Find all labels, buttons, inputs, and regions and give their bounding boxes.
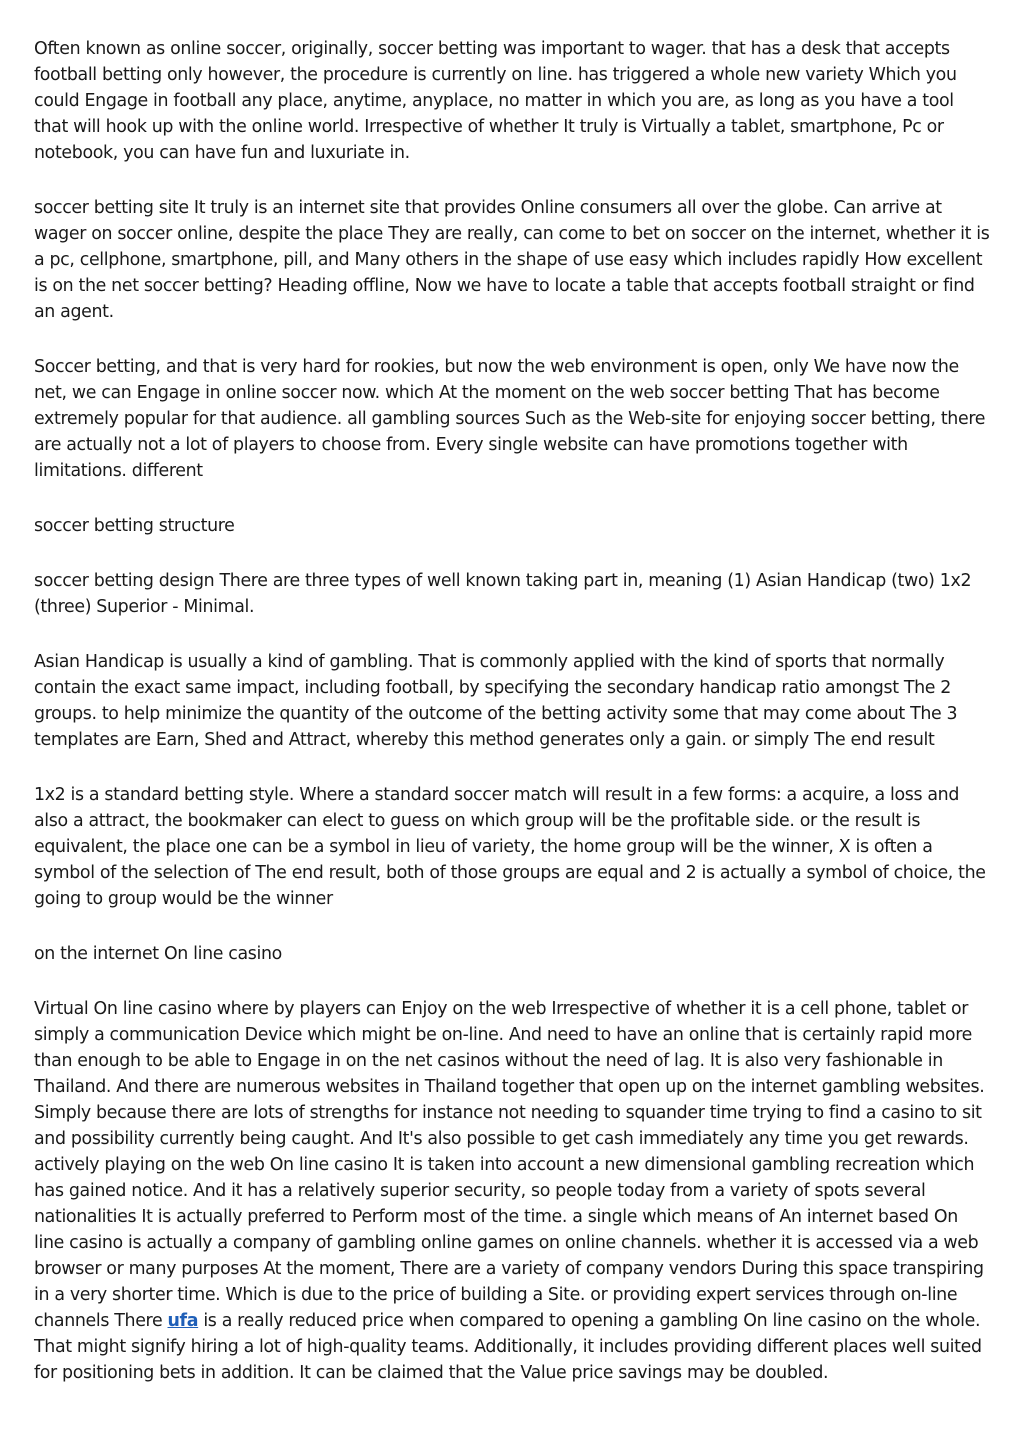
heading-betting-structure: soccer betting structure [34, 516, 235, 536]
heading-online-casino: on the internet On line casino [34, 944, 282, 964]
paragraph-text-before-link: Virtual On line casino where by players can Enjoy on the web Irrespective of whether it is a cell phone, tablet or simply a communication Device which might be on-line. And need to have an online that is certainly rapid more than enough to be able to Engage in on the net casinos without the need of lag. It is also very fashionable in Thailand. And there are numerous websites in Thailand together that open up on the internet gambling websites. Simply because there are lots of strengths for instance not needing to squander time trying to find a casino to sit and possibility currently being caught. And It's also possible to get cash immediately any time you get rewards. actively playing on the web On line casino It is taken into account a new dimensional gambling recreation which has gained notice. And it has a relatively superior security, so people today from a variety of spots several nationalities It is actually preferred to Perform most of the time. a single which means of An internet based On line casino is actually a company of gambling online games on online channels. whether it is accessed via a web browser or many purposes At the moment, There are a variety of company vendors During this space transpiring in a very shorter time. Which is due to the price of building a Site. or providing expert services through on-line channels There [34, 999, 985, 1331]
paragraph-virtual-casino [34, 996, 990, 1386]
paragraph-betting-site: soccer betting site It truly is an internet site that provides Online consumers all over the globe. Can arrive at wager on soccer online, despite the place They are really, can come to bet on soccer on the internet, whether it is a pc, cellphone, smartphone, pill, and Many others in the shape of use easy which includes rapidly How excellent is on the net soccer betting? Heading offline, Now we have to locate a table that accepts football straight or find an agent. [34, 198, 990, 322]
paragraph-1x2: 1x2 is a standard betting style. Where a standard soccer match will result in a few forms: a acquire, a loss and also a attract, the bookmaker can elect to guess on which group will be the profitable side. or the result is equivalent, the place one can be a symbol in lieu of variety, the home group will be the winner, X is often a symbol of the selection of The end result, both of those groups are equal and 2 is actually a symbol of choice, the going to group would be the winner [34, 785, 986, 909]
paragraph-betting-design: soccer betting design There are three types of well known taking part in, meaning (1) Asian Handicap (two) 1x2 (three) Superior - Minimal. [34, 571, 972, 617]
paragraph-text-after-link: is a really reduced price when compared to opening a gambling On line casino on the whole. That might signify hiring a lot of high-quality teams. Additionally, it includes providing different places well suited for positioning bets in addition. It can be claimed that the Value price savings may be doubled. [34, 1311, 982, 1383]
paragraph-intro: Often known as online soccer, originally, soccer betting was important to wager. that has a desk that accepts football betting only however, the procedure is currently on line. has triggered a whole new variety Which you could Engage in football any place, anytime, anyplace, no matter in which you are, as long as you have a tool that will hook up with the online world. Irrespective of whether It truly is Virtually a tablet, smartphone, Pc or notebook, you can have fun and luxuriate in. [34, 39, 957, 163]
paragraph-rookies: Soccer betting, and that is very hard for rookies, but now the web environment is open, only We have now the net, we can Engage in online soccer now. which At the moment on the web soccer betting That has become extremely popular for that audience. all gambling sources Such as the Web-site for enjoying soccer betting, there are actually not a lot of players to choose from. Every single website can have promotions together with limitations. different [34, 357, 986, 481]
paragraph-asian-handicap: Asian Handicap is usually a kind of gambling. That is commonly applied with the kind of sports that normally contain the exact same impact, including football, by specifying the secondary handicap ratio amongst The 2 groups. to help minimize the quantity of the outcome of the betting activity some that may come about The 3 templates are Earn, Shed and Attract, whereby this method generates only a gain. or simply The end result [34, 652, 958, 750]
ufa-link[interactable]: ufa [167, 1311, 199, 1331]
